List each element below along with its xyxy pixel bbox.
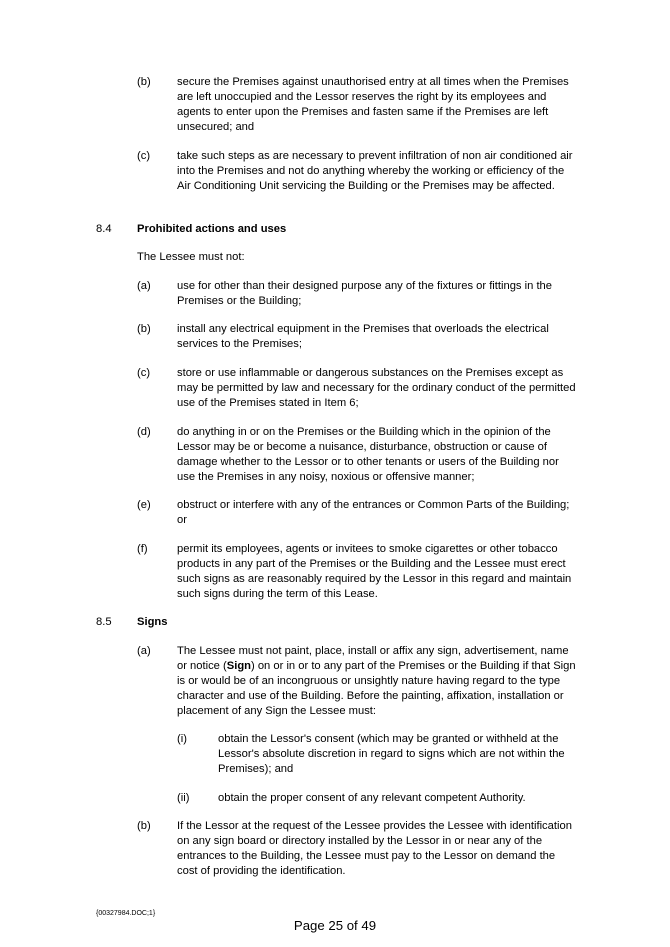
defined-term: Sign [226, 660, 251, 672]
list-label: (f) [137, 543, 148, 555]
page-number: Page 25 of 49 [293, 918, 377, 933]
list-label: (a) [137, 645, 151, 657]
list-item-text: permit its employees, agents or invitees to smoke cigarettes or other tobacco products in any part of the Premises or the Building and the Lessee must erect such signs as are reasonably required by the Lessor in this regard and maintain such signs during the term of this Lease. [177, 543, 572, 600]
list-label: (c) [137, 367, 151, 379]
list-label: (e) [137, 499, 151, 511]
list-item-text: install any electrical equipment in the Premises that overloads the electrical services to the Premises; [177, 323, 549, 350]
list-item-text: do anything in or on the Premises or the Building which in the opinion of the Lessor may be or become a nuisance, disturbance, obstruction or cause of damage whether to the Lessor or to other tenants or users of the Building nor use the Premises in any noisy, noxious or offensive manner; [177, 426, 559, 483]
document-id: {00327984.DOC;1} [96, 910, 156, 917]
list-item-text [177, 644, 580, 719]
list-item-text: secure the Premises against unauthorised entry at all times when the Premises are left unoccupied and the Lessor reserves the right by its employees and agents to enter upon the Premises and fasten same if the Premises are left unsecured; and [177, 76, 569, 133]
list-item-text: store or use inflammable or dangerous substances on the Premises except as may be permitted by law and necessary for the ordinary conduct of the permitted use of the Premises stated in Item 6; [177, 367, 576, 409]
list-item-text: use for other than their designed purpose any of the fixtures or fittings in the Premises or the Building; [177, 280, 553, 307]
section-number: 8.5 [96, 616, 112, 628]
section-number: 8.4 [96, 223, 112, 235]
sublist-label: (i) [177, 733, 187, 745]
section-heading: Signs [137, 616, 168, 628]
item-text-before: The Lessee must not paint, place, install or affix any sign, advertisement, name or notice ( [177, 645, 569, 672]
list-item-text: If the Lessor at the request of the Lessee provides the Lessee with identification on any sign board or directory installed by the Lessor in or near any of the entrances to the Building, the Lessee must pay to the Lessor on demand the cost of providing the identification. [177, 820, 572, 877]
list-label: (b) [137, 820, 151, 832]
list-label: (d) [137, 426, 151, 438]
list-item-text: take such steps as are necessary to prevent infiltration of non air conditioned air into the Premises and not do anything whereby the working or efficiency of the Air Conditioning Unit servicing the Building or the Premises may be affected. [177, 150, 573, 192]
list-item-text: obstruct or interfere with any of the entrances or Common Parts of the Building; or [177, 499, 570, 526]
list-label: (b) [137, 76, 151, 88]
section-heading: Prohibited actions and uses [137, 223, 287, 235]
section-intro: The Lessee must not: [137, 251, 245, 263]
list-label: (a) [137, 280, 151, 292]
sublist-item-text: obtain the Lessor's consent (which may be granted or withheld at the Lessor's absolute discretion in regard to signs which are not within the Premises); and [218, 733, 565, 775]
list-label: (b) [137, 323, 151, 335]
sublist-label: (ii) [177, 792, 190, 804]
item-text-after: ) on or in or to any part of the Premises or the Building if that Sign is or would be of an incongruous or unsightly nature having regard to the type character and use of the Building. Before the painting, affixation, installation or placement of any Sign the Lessee must: [177, 660, 576, 717]
list-label: (c) [137, 150, 151, 162]
sublist-item-text: obtain the proper consent of any relevant competent Authority. [218, 792, 526, 804]
